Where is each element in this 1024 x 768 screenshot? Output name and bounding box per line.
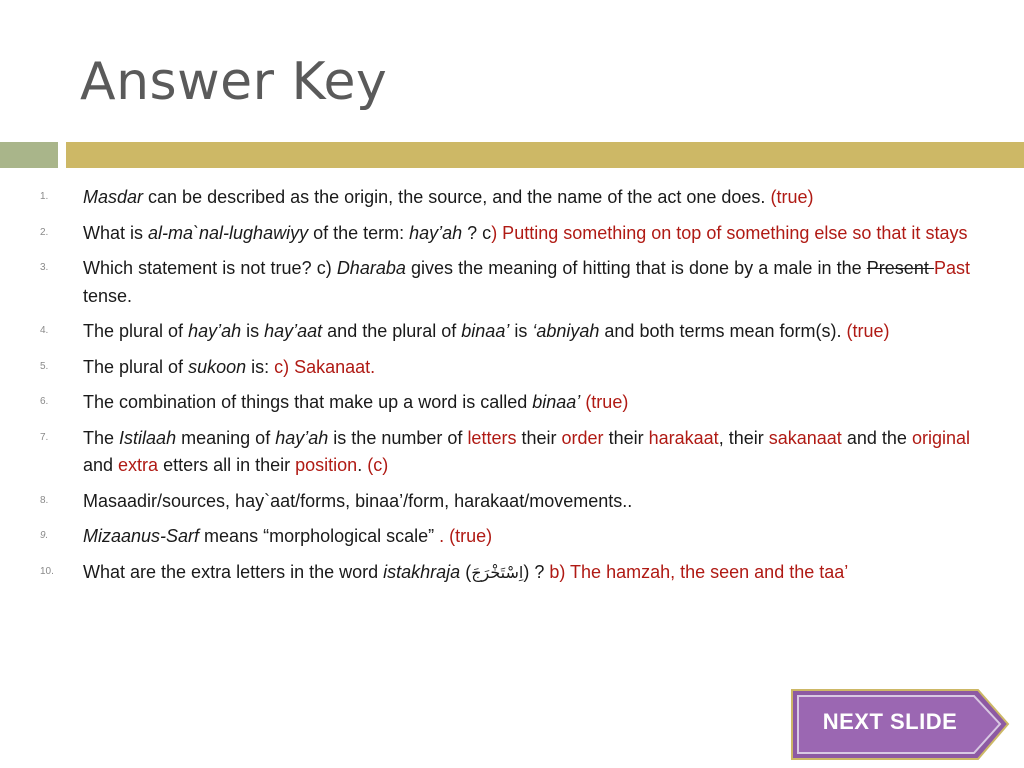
answer-text-segment: their [516, 427, 562, 448]
answer-text-segment: is: [246, 356, 275, 377]
answer-item [40, 559, 970, 587]
answer-text-segment: The [83, 427, 120, 448]
arabic-term: Istilaah [119, 427, 177, 448]
answer-highlight: (c) [367, 455, 389, 475]
answer-text-segment: , their [718, 427, 769, 448]
arabic-term: hay’aat [264, 321, 323, 341]
header-accent-bar-left [0, 142, 58, 168]
answer-text-segment: is the number of [328, 427, 468, 448]
answer-item [40, 389, 970, 417]
answer-text [83, 220, 970, 248]
answer-item [40, 488, 970, 516]
answer-highlight: sakanaat [768, 427, 842, 448]
answer-text [83, 389, 970, 417]
answer-item [40, 523, 970, 551]
arabic-term: binaa’ [532, 392, 581, 412]
answer-text-segment: The plural of [83, 321, 189, 341]
answer-text-segment: their [603, 427, 649, 448]
answer-highlight: ) Putting something on top of something else so that it stays [491, 222, 968, 243]
answer-text-segment: is [241, 321, 265, 341]
answer-highlight: harakaat [648, 427, 719, 448]
slide-title: Answer Key [80, 52, 388, 112]
answer-number: 10. [40, 565, 54, 577]
answer-number: 6. [40, 396, 49, 407]
answer-text-segment: and the [841, 427, 912, 448]
arabic-term: hay’ah [275, 427, 329, 448]
answer-text-segment: gives the meaning of hitting that is done by a male in the [405, 258, 867, 278]
answer-item [40, 220, 970, 248]
answer-text [83, 255, 970, 310]
answer-text-segment: means “morphological scale” [199, 526, 440, 546]
arabic-term: sukoon [188, 356, 247, 377]
answer-text-segment: and [83, 455, 119, 475]
answer-item [40, 425, 970, 480]
answer-text [83, 318, 970, 346]
answer-text-segment: and both terms mean form(s). [599, 321, 847, 341]
answer-text-segment: ( [460, 561, 472, 582]
arabic-term: Dharaba [336, 258, 406, 278]
answer-number: 4. [40, 325, 49, 336]
arabic-term: al-ma`nal-lughawiyy [148, 222, 309, 243]
answer-text-segment: ? c [462, 222, 492, 243]
answer-text-segment: can be described as the origin, the source, and the name of the act one does. [143, 187, 771, 207]
answer-text-segment: and the plural of [322, 321, 462, 341]
answer-highlight: (true) [585, 392, 629, 412]
answer-text-segment: The combination of things that make up a word is called [83, 392, 533, 412]
arabic-term: Mizaanus-Sarf [83, 526, 200, 546]
arabic-term: hay’ah [188, 321, 242, 341]
answer-number: 2. [40, 226, 49, 238]
answer-highlight: original [911, 427, 970, 448]
answer-text-segment: Masaadir/sources, hay`aat/forms, binaa’/form, harakaat/movements.. [83, 490, 633, 511]
arabic-term: istakhraja [383, 561, 461, 582]
answer-text-segment: What are the extra letters in the word [83, 561, 384, 582]
answer-highlight: extra [118, 455, 159, 475]
answer-text [83, 559, 970, 587]
arabic-term: Masdar [83, 187, 144, 207]
answer-text-segment: Which statement is not true? c) [83, 258, 337, 278]
arabic-term: hay’ah [409, 222, 463, 243]
answer-number: 8. [40, 494, 49, 506]
answer-highlight: position [295, 455, 358, 475]
answer-text-segment: is [509, 321, 533, 341]
answer-text-segment: ) ? [523, 561, 550, 582]
answer-text-segment: The plural of [83, 356, 189, 377]
answer-item [40, 318, 970, 346]
answer-text-segment: of the term: [308, 222, 410, 243]
answer-text-segment: What is [83, 222, 149, 243]
answer-text-segment: . [357, 455, 368, 475]
answer-highlight: c) Sakanaat. [274, 356, 376, 377]
answer-number: 9. [40, 530, 49, 541]
answer-number: 7. [40, 431, 49, 443]
answer-text-segment: meaning of [176, 427, 276, 448]
answer-text [83, 523, 970, 551]
answer-item [40, 255, 970, 310]
answer-text-segment: اِسْتَخْرَجَ [471, 562, 524, 582]
answer-highlight: order [561, 427, 604, 448]
answer-text-segment: tense. [83, 285, 133, 306]
arabic-term: ‘abniyah [532, 321, 600, 341]
answer-highlight: . (true) [439, 526, 493, 546]
answer-number: 1. [40, 191, 49, 202]
answer-highlight: (true) [846, 321, 890, 341]
answer-text [83, 354, 970, 382]
answer-number: 5. [40, 360, 49, 372]
arabic-term: binaa’ [461, 321, 510, 341]
answer-text [83, 184, 970, 212]
answer-item [40, 184, 970, 212]
next-slide-button[interactable] [790, 687, 1010, 762]
answer-highlight: Past [933, 258, 970, 278]
header-accent-bar-right [66, 142, 1024, 168]
answer-list [40, 184, 970, 594]
answer-text-segment: etters all in their [158, 455, 296, 475]
answer-highlight: b) The hamzah, the seen and the taa’ [549, 561, 849, 582]
answer-text-segment: Present [866, 258, 934, 278]
answer-highlight: (true) [770, 187, 814, 207]
answer-item [40, 354, 970, 382]
answer-highlight: letters [467, 427, 517, 448]
answer-text [83, 425, 970, 480]
answer-text [83, 488, 970, 516]
next-slide-label: NEXT SLIDE [822, 709, 958, 734]
answer-number: 3. [40, 262, 49, 273]
